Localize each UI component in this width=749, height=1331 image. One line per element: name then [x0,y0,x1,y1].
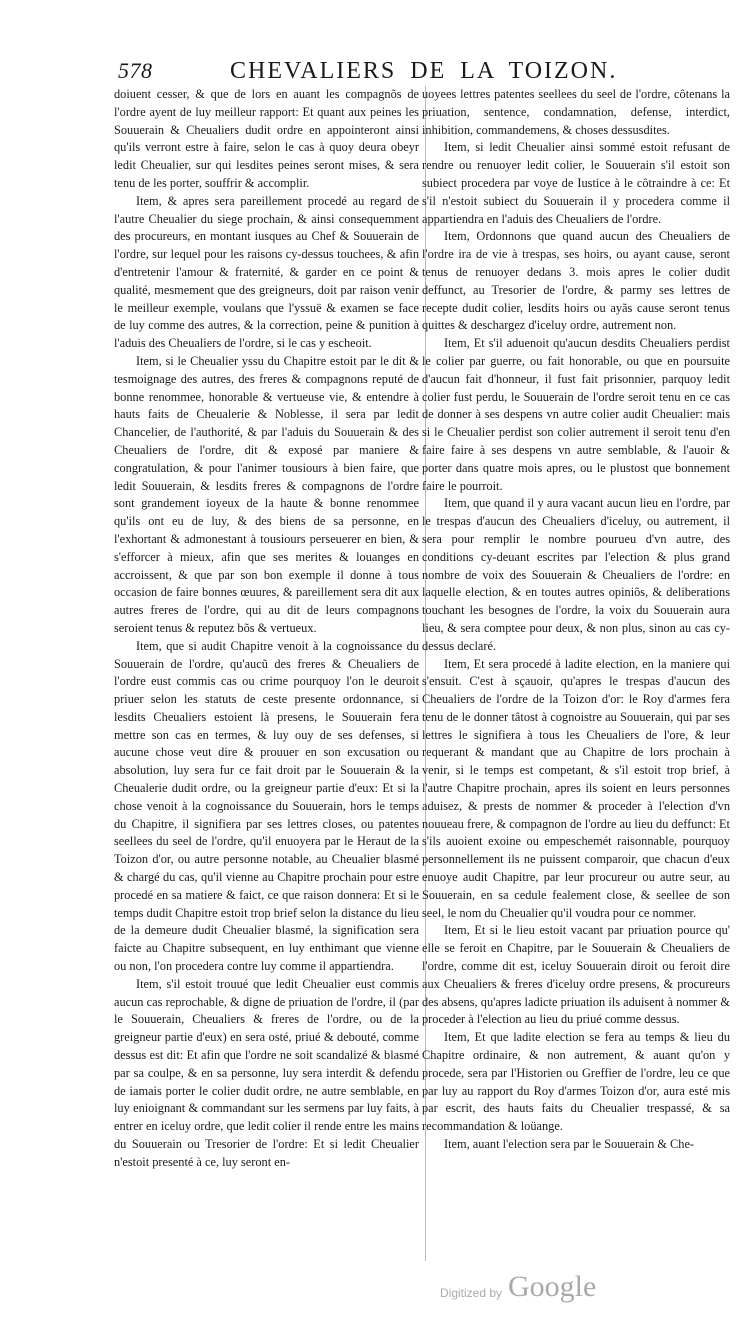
article-paragraph: Item, Et s'il aduenoit qu'aucun desdits Cheualiers perdist le colier par guerre, ou fait honorable, ou que en poursuite d'aucun fait d'honneur, il fust fait prisonnier, parquoy ledit colier fust perdu, le Souuerain de l'ordre seroit tenu en ce cas de donner à ses despens vn autre colier audit Cheualier: mais si le Cheualier perdist son colier autrement il seroit tenu d'en faire faire à ses despens vn autre semblable, & l'auoir & porter dans quatre mois apres, ou le plustost que bonnement faire le pourroit. [422,336,730,493]
article-paragraph: Item, Et sera procedé à ladite election, en la maniere qui s'ensuit. C'est à sçauoir, qu'apres le trespas d'aucun des Cheualiers de l'ordre de la Toizon d'or: le Roy d'armes fera tenu de le donner tâtost à cognoistre au Souuerain, qui par ses lettres le signifiera à tous les Cheualiers de l'ore, & leur requerant & mandant que au Chapitre de lors prochain à venir, si le temps est competant, & s'il estoit trop brief, à l'autre Chapitre prochain, apres ils soient en leurs personnes aduisez, & prests de nommer & proceder à l'election d'vn nouueau frere, & compagnon de l'ordre au lieu du deffunct: Et s'ils auoient exoine ou empeschemét raisonnable, pourquoy personnellement ils ne puissent comparoir, que chacun d'eux enuoye audit Chapitre, par leur procureur ou autre seur, au Souuerain, en sa cedule fealement close, & seellee de son seel, le nom du Cheualier qu'il voudra pour ce nommer. [422,656,730,920]
article-paragraph: Item, que si audit Chapitre venoit à la cognoissance du Souuerain de l'ordre, qu'aucũ des freres & Cheualiers de l'ordre eust commis cas ou crime pourquoy l'on le deuroit priuer selon les statuts de ceste presente ordonnance, si lesdits Cheualiers estoient là presens, le Souuerain fera mettre son cas en termes, & luy ouy de ses defenses, si aucune chose veut dire & prouuer en son excusation ou absolution, luy sera fur ce fait droit par le Souuerain & la Cheualerie dudit ordre, ou la greigneur partie d'eux: Et si la chose venoit à la cognoissance du Souuerain, hors le temps du Chapitre, il signifiera par ses lettres closes, ou patentes seellees du seel de l'ordre, qu'il enuoyera par le Heraut de la Toizon d'or, ou autre personne notable, au Cheualier blasmé & chargé du cas, qu'il vienne au Chapitre prochain pour estre procedé en sa matiere & faict, ce que raison donnera: Et si le temps dudit Chapitre estoit trop brief selon la distance du lieu de la demeure dudit Cheualier blasmé, la signification sera faicte au Chapitre subsequent, en luy enthimant que vienne ou non, l'on procedera contre luy comme il appartiendra. [114,638,419,974]
running-title: CHEVALIERS DE LA TOIZON. [230,58,618,84]
continued-paragraph: uoyees lettres patentes seellees du seel de l'ordre, côtenans la priuation, sentence, condamnation, defense, interdict, inhibition, commandemens, & choses dessusdites. [422,87,730,137]
article-paragraph: Item, Ordonnons que quand aucun des Cheualiers de l'ordre ira de vie à trespas, ses hoirs, ou ayant cause, seront tenus de renuoyer dedans 3. mois apres le colier dudit deffunct, au Tresorier de l'ordre, & parmy ses lettres de recepte dudit colier, lesdits hoirs ou ayãs cause seront tenus quittes & deschargez d'iceluy ordre, autrement non. [422,229,730,333]
article-paragraph: Item, que quand il y aura vacant aucun lieu en l'ordre, par le trespas d'aucun des Cheualiers d'iceluy, ou autrement, il sera pour remplir le nombre pourueu d'vn autre, des conditions cy-deuant escrites par l'election & plus grand nombre de voix des Souuerain & Cheualiers de l'ordre: en laquelle election, & en toutes autres opiniõs, & deliberations touchant les besognes de l'ordre, la voix du Souuerain aura lieu, & sera comptee pour deux, & non plus, sinon au cas cy-dessus declaré. [422,496,730,653]
google-logo: Google [508,1270,597,1303]
article-paragraph: Item, & apres sera pareillement procedé au regard de l'autre Cheualier du siege prochain, & ainsi consequemment des procureurs, en montant iusques au Chef & Souuerain de l'ordre, sur lequel pour les raisons cy-dessus touchees, & afin d'entretenir l'amour & fraternité, & garder en ce point & qualité, mesmement que des greigneurs, doit par raison venir le meilleur exemple, voulans que l'yssuë & examen se face de luy comme des autres, & la correction, peine & punition à l'aduis des Cheualiers de l'ordre, si le cas y escheoit. [114,193,419,351]
article-paragraph: Item, Et que ladite election se fera au temps & lieu du Chapitre ordinaire, & non autrement, & auant qu'on y procede, sera par l'Historien ou Greffier de l'ordre, leu ce que par luy au rapport du Roy d'armes Toizon d'or, aura esté mis par escrit, des hauts faits du Cheualier trespassé, & sa recommandation & loüange. [422,1030,730,1134]
article-paragraph: Item, Et si le lieu estoit vacant par priuation pource qu' elle se feroit en Chapitre, par le Souuerain & Cheualiers de l'ordre, comme dit est, iceluy Souuerain diroit ou feroit dire aux Cheualiers & freres d'iceluy ordre presens, & procureurs des absens, qu'apres ladicte priuation ils aduisent à nommer & proceder à l'election au lieu du priué comme dessus. [422,923,730,1027]
article-paragraph: Item, auant l'election sera par le Souuerain & Che- [444,1137,695,1152]
left-column [114,86,419,1276]
article-paragraph: Item, s'il estoit trouué que ledit Cheualier eust commis aucun cas reprochable, & digne de priuation de l'ordre, il (par le Souuerain, Cheualiers & freres de l'ordre, ou de la greigneur partie d'eux) en sera osté, priué & debouté, comme dessus est dit: Et afin que l'ordre ne soit scandalizé & blasmé par sa coulpe, & en sa personne, luy sera interdit & defendu de iamais porter le colier dudit ordre, ne autre semblable, en luy enioignant & commandant sur les sermens par luy faits, à entrer en iceluy ordre, que ledit colier il rende entre les mains du Souuerain ou Tresorier de l'ordre: Et si ledit Cheualier n'estoit presenté à ce, luy seront en- [114,976,419,1169]
article-paragraph: Item, si ledit Cheualier ainsi sommé estoit refusant de rendre ou renuoyer ledit colier, le Souuerain s'il estoit son subiect procedera par voye de Iustice à le côtraindre à ce: Et s'il n'estoit subiect du Souuerain il y procedera comme il appartiendra en l'aduis des Cheualiers de l'ordre. [422,140,730,226]
watermark-caption: Digitized by [440,1286,503,1300]
continued-paragraph: doiuent cesser, & que de lors en auant les compagnõs de l'ordre ayent de luy meilleur rapport: Et quant aux peines les Souuerain & Cheualiers dudit ordre en appointeront ainsi qu'ils verront estre à faire, selon le cas à quoy deura obeyr ledit Cheualier, sur qui lesdites peines seront mises, & sera tenu de les porter, souffrir & accomplir. [114,87,419,190]
right-column [422,86,730,1251]
page-number: 578 [118,58,153,83]
article-paragraph: Item, si le Cheualier yssu du Chapitre estoit par le dit & tesmoignage des autres, des freres & compagnons reputé de bonne renommee, honorable & vertueuse vie, & entendre à hauts faits de Cheualerie & Noblesse, il sera par ledit Chancelier, de l'authorité, & par l'aduis du Souuerain & des Cheualiers de l'ordre, dit & exposé par maniere & congratulation, & pour l'animer tousiours à bien faire, que ledit Souuerain, & lesdits freres & compagnons de l'ordre sont grandement ioyeux de la haute & bonne renommee qu'ils ont eu de luy, & des biens de sa personne, en l'exhortant & admonestant à tousiours perseuerer en bien, & s'efforcer à mieux, afin que ses merites & louanges en accroissent, & que par son bon exemple il donne à tous occasion de faire bonnes œuures, & pareillement sera dit aux autres freres de l'ordre, qui au dit de leurs compagnons seroient tenus & reputez bõs & vertueux. [114,353,419,635]
